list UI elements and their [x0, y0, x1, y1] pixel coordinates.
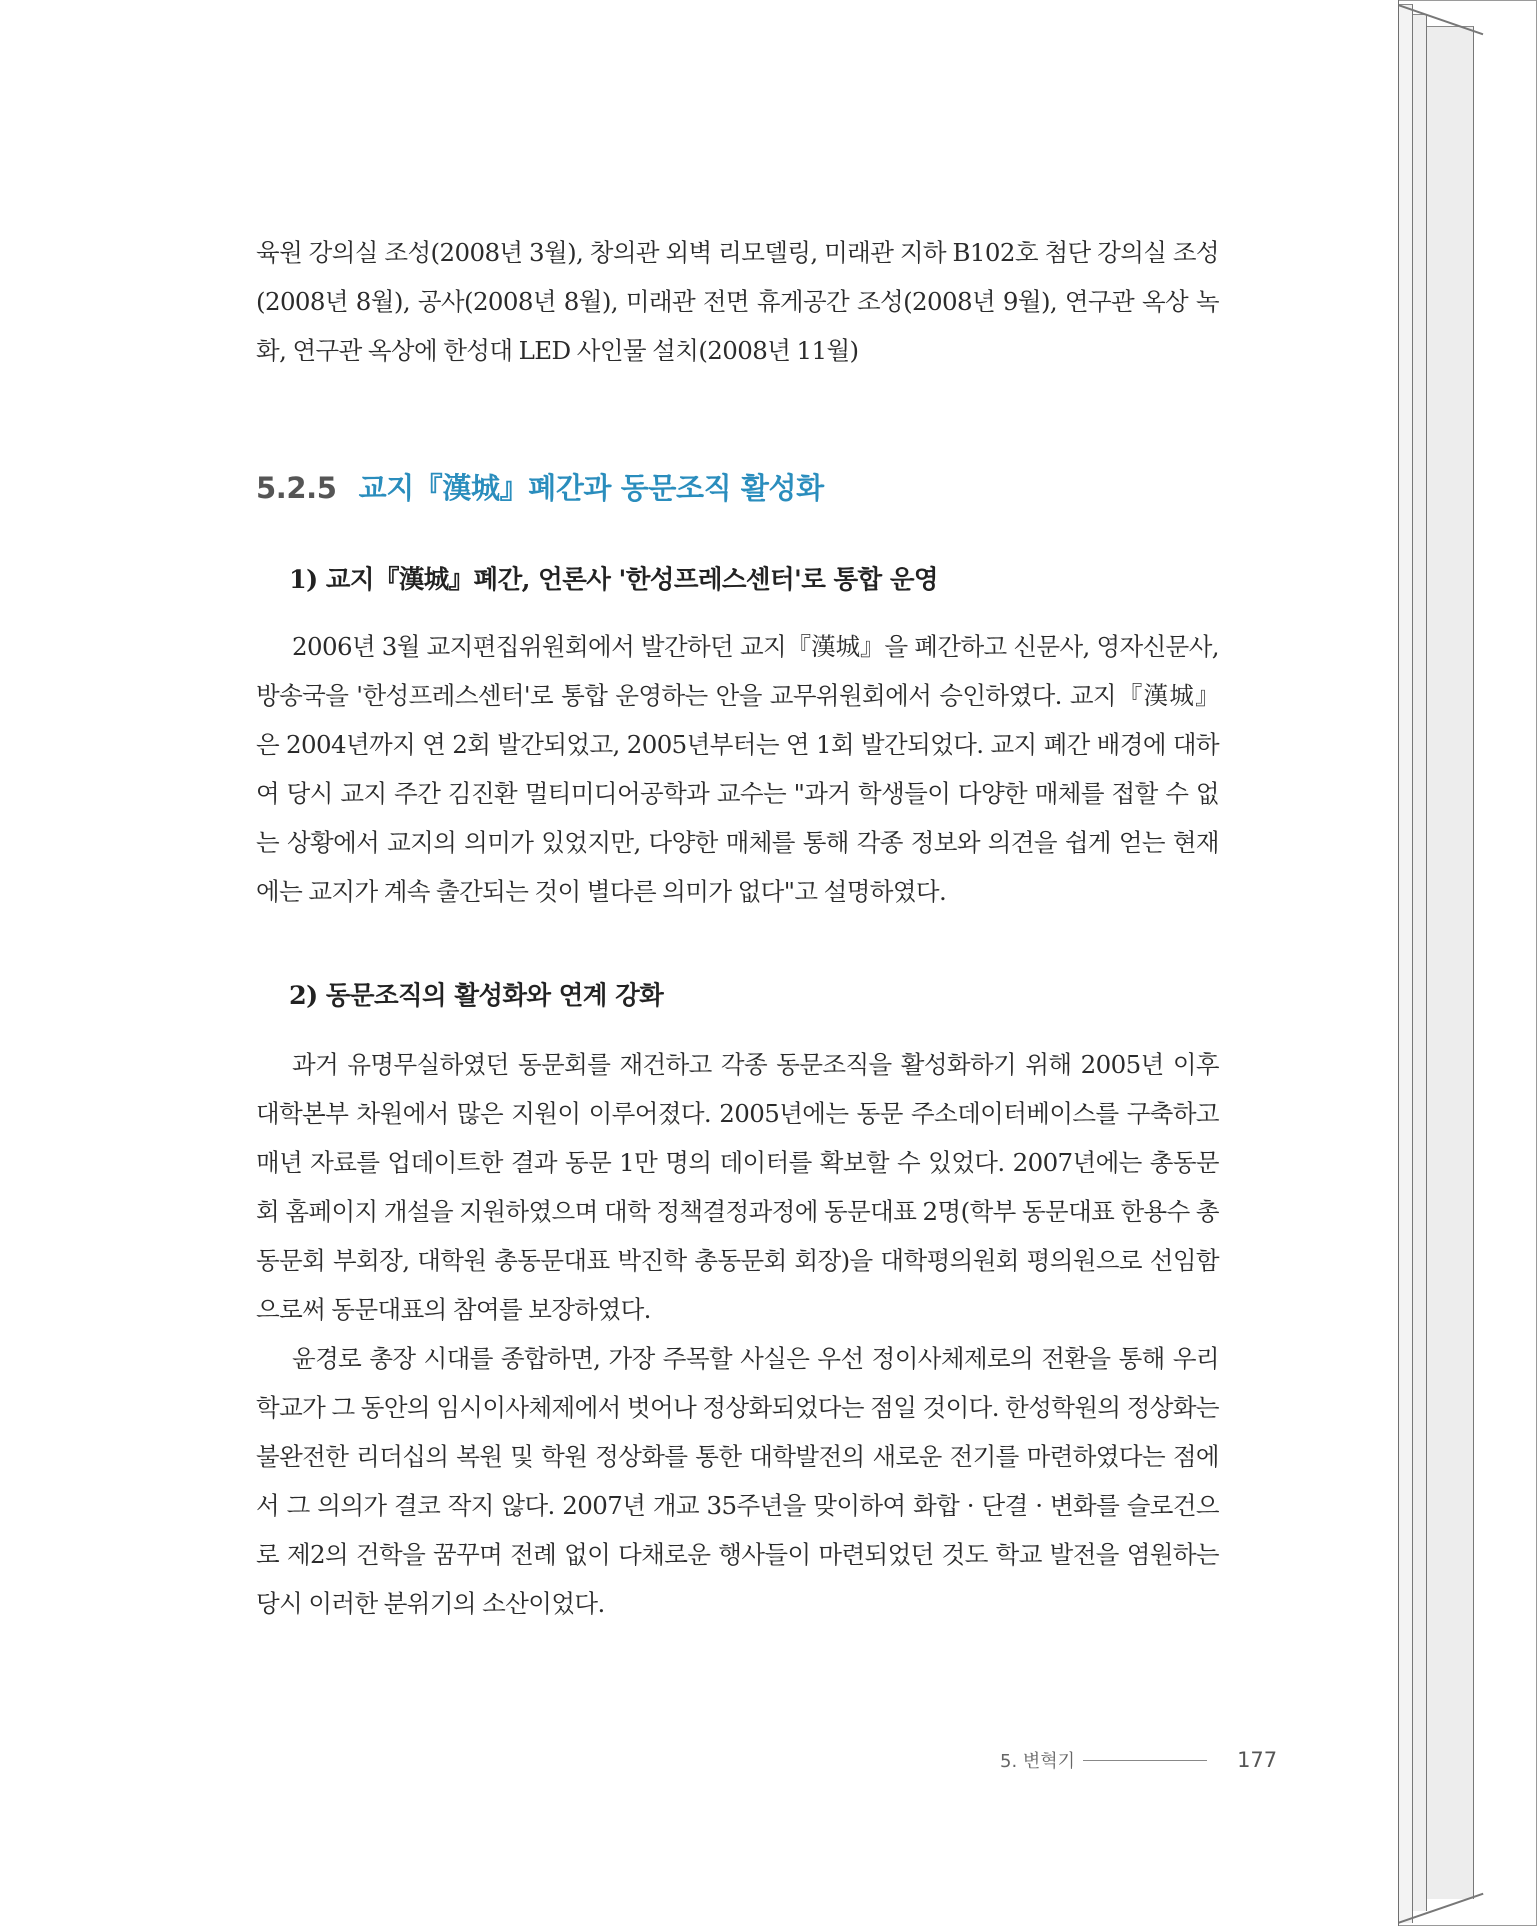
intro-block [256, 228, 1219, 375]
footer-rule [1083, 1760, 1207, 1761]
page-number: 177 [1237, 1748, 1278, 1772]
section-heading [256, 466, 824, 507]
section-number: 5.2.5 [256, 471, 337, 505]
page-edge-3 [1426, 26, 1474, 1899]
subsection-2-body [256, 1040, 1219, 1628]
subsection-2-heading: 2) 동문조직의 활성화와 연계 강화 [289, 981, 664, 1011]
page-footer [1000, 1747, 1277, 1773]
subsection-2-paragraph-1: 과거 유명무실하였던 동문회를 재건하고 각종 동문조직을 활성화하기 위해 2005년 이후 대학본부 차원에서 많은 지원이 이루어졌다. 2005년에는 동문 주소데이터베이스를 구축하고 매년 자료를 업데이트한 결과 동문 1만 명의 데이터를 확보할 수 있었다. 2007년에는 총동문회 홈페이지 개설을 지원하였으며 대학 정책결정과정에 동문대표 2명(학부 동문대표 한용수 총동문회 부회장, 대학원 총동문대표 박진학 총동문회 회장)을 대학평의원회 평의원으로 선임함으로써 동문대표의 참여를 보장하였다. [256, 1050, 1219, 1324]
intro-paragraph: 육원 강의실 조성(2008년 3월), 창의관 외벽 리모델링, 미래관 지하 B102호 첨단 강의실 조성(2008년 8월), 공사(2008년 8월), 미래관 전면 휴게공간 조성(2008년 9월), 연구관 옥상 녹화, 연구관 옥상에 한성대 LED 사인물 설치(2008년 11월) [256, 238, 1219, 365]
footer-chapter: 5. 변혁기 [1000, 1751, 1076, 1772]
subsection-1-body [256, 622, 1219, 916]
page-edge-1 [1398, 4, 1413, 1923]
subsection-2-paragraph-2: 윤경로 총장 시대를 종합하면, 가장 주목할 사실은 우선 정이사체제로의 전환을 통해 우리 학교가 그 동안의 임시이사체제에서 벗어나 정상화되었다는 점일 것이다. 한성학원의 정상화는 불완전한 리더십의 복원 및 학원 정상화를 통한 대학발전의 새로운 전기를 마련하였다는 점에서 그 의의가 결코 작지 않다. 2007년 개교 35주년을 맞이하여 화합 · 단결 · 변화를 슬로건으로 제2의 건학을 꿈꾸며 전례 없이 다채로운 행사들이 마련되었던 것도 학교 발전을 염원하는 당시 이러한 분위기의 소산이었다. [256, 1344, 1219, 1618]
section-title: 교지『漢城』폐간과 동문조직 활성화 [358, 471, 824, 505]
page-edge-2 [1412, 14, 1427, 1911]
subsection-1-heading: 1) 교지『漢城』폐간, 언론사 '한성프레스센터'로 통합 운영 [289, 565, 938, 595]
subsection-1-paragraph: 2006년 3월 교지편집위원회에서 발간하던 교지『漢城』을 폐간하고 신문사, 영자신문사, 방송국을 '한성프레스센터'로 통합 운영하는 안을 교무위원회에서 승인하였다. 교지『漢城』은 2004년까지 연 2회 발간되었고, 2005년부터는 연 1회 발간되었다. 교지 폐간 배경에 대하여 당시 교지 주간 김진환 멀티미디어공학과 교수는 "과거 학생들이 다양한 매체를 접할 수 없는 상황에서 교지의 의미가 있었지만, 다양한 매체를 통해 각종 정보와 의견을 쉽게 얻는 현재에는 교지가 계속 출간되는 것이 별다른 의미가 없다"고 설명하였다. [256, 632, 1219, 906]
